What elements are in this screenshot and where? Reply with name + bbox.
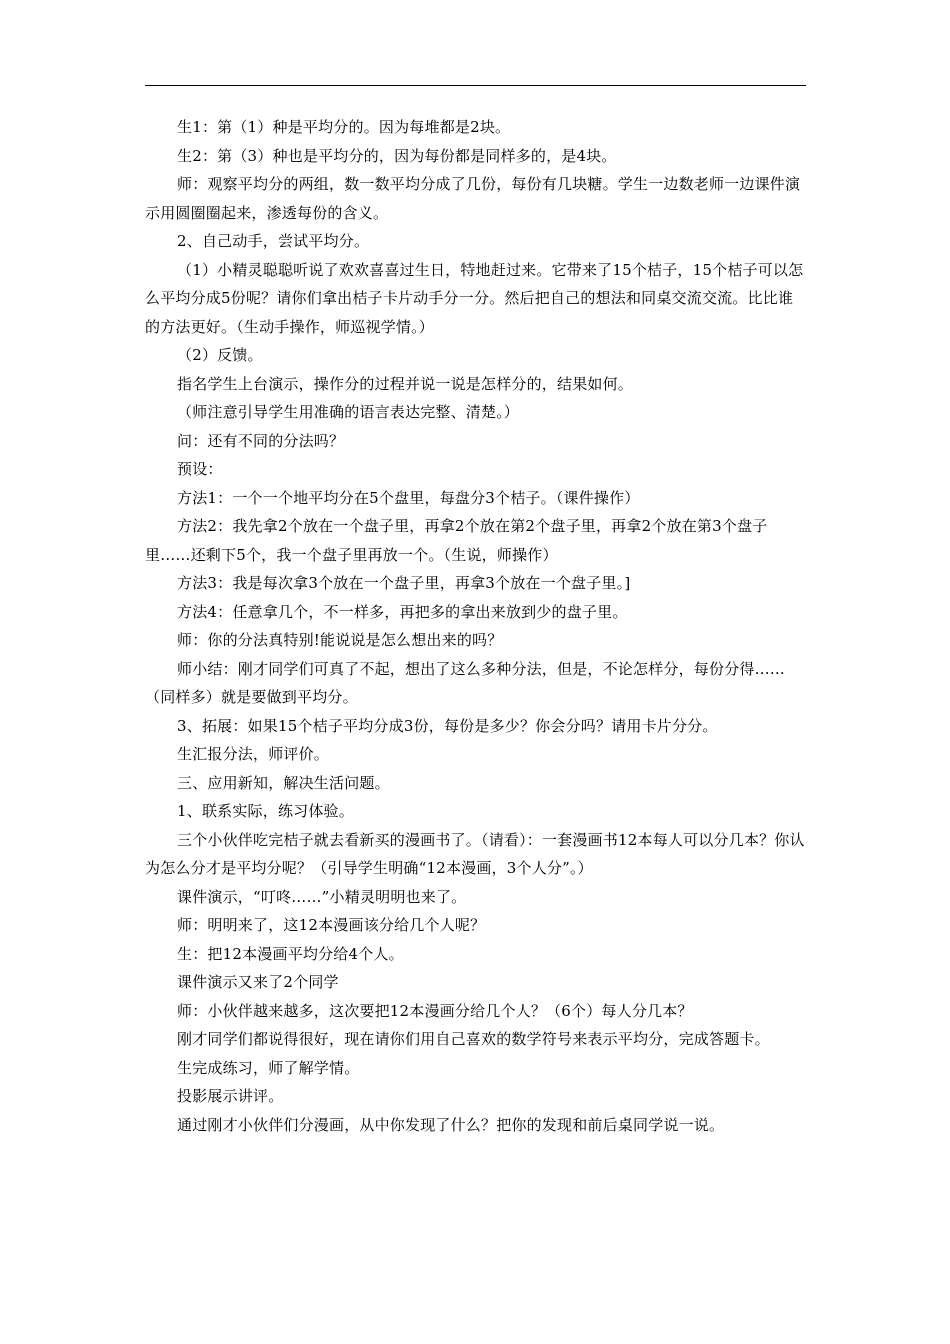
paragraph: 生完成练习，师了解学情。 — [177, 1058, 360, 1077]
paragraph: 三个小伙伴吃完桔子就去看新买的漫画书了。（请看）：一套漫画书12本每人可以分几本？你认为怎么分才是平均分呢？（引导学生明确“12本漫画，3个人分”。） — [145, 830, 805, 877]
paragraph: 课件演示又来了2个同学 — [177, 973, 339, 991]
paragraph: 师：观察平均分的两组，数一数平均分成了几份，每份有几块糖。学生一边数老师一边课件演示用圆圈圈起来，渗透每份的含义。 — [145, 175, 801, 222]
paragraph: 生1：第（1）种是平均分的。因为每堆都是2块。 — [177, 118, 511, 136]
paragraph: 预设： — [177, 460, 223, 478]
header-rule — [145, 85, 806, 86]
paragraph: 师：明明来了，这12本漫画该分给几个人呢？ — [177, 916, 486, 934]
paragraph: 刚才同学们都说得很好，现在请你们用自己喜欢的数学符号来表示平均分，完成答题卡。 — [177, 1030, 770, 1048]
paragraph: 方法2：我先拿2个放在一个盘子里，再拿2个放在第2个盘子里，再拿2个放在第3个盘子里……还剩下5个，我一个盘子里再放一个。（生说，师操作） — [145, 517, 768, 564]
paragraph: 1、联系实际，练习体验。 — [177, 802, 354, 820]
paragraph: （2）反馈。 — [177, 346, 263, 364]
paragraph: （师注意引导学生用准确的语言表达完整、清楚。） — [177, 403, 520, 421]
paragraph: 课件演示，“叮咚……”小精灵明明也来了。 — [177, 887, 467, 906]
paragraph: 师小结：刚才同学们可真了不起，想出了这么多种分法，但是，不论怎样分，每份分得……（同样多）就是要做到平均分。 — [145, 659, 786, 706]
document-body — [145, 113, 807, 1139]
paragraph: 3、拓展：如果15个桔子平均分成3份，每份是多少？你会分吗？请用卡片分分。 — [177, 716, 718, 735]
paragraph: 方法4：任意拿几个，不一样多，再把多的拿出来放到少的盘子里。 — [177, 602, 628, 621]
paragraph: 师：小伙伴越来越多，这次要把12本漫画分给几个人？（6个）每人分几本？ — [177, 1001, 693, 1020]
paragraph: 三、应用新知，解决生活问题。 — [177, 773, 390, 792]
paragraph: （1）小精灵聪聪听说了欢欢喜喜过生日，特地赶过来。它带来了15个桔子，15个桔子可以怎么平均分成5份呢？请你们拿出桔子卡片动手分一分。然后把自己的想法和同桌交流交流。比比谁的方法更好。（生动手操作，师巡视学情。） — [145, 260, 804, 336]
paragraph: 方法1：一个一个地平均分在5个盘里，每盘分3个桔子。（课件操作） — [177, 488, 640, 507]
paragraph: 师：你的分法真特别!能说说是怎么想出来的吗？ — [177, 631, 503, 649]
paragraph: 通过刚才小伙伴们分漫画，从中你发现了什么？把你的发现和前后桌同学说一说。 — [177, 1115, 725, 1134]
paragraph: 生汇报分法，师评价。 — [177, 745, 330, 763]
paragraph: 2、自己动手，尝试平均分。 — [177, 232, 370, 250]
paragraph: 投影展示讲评。 — [177, 1087, 284, 1105]
paragraph: 生2：第（3）种也是平均分的，因为每份都是同样多的，是4块。 — [177, 146, 617, 165]
paragraph: 指名学生上台演示，操作分的过程并说一说是怎样分的，结果如何。 — [177, 374, 634, 393]
paragraph: 问：还有不同的分法吗？ — [177, 431, 345, 450]
paragraph: 方法3：我是每次拿3个放在一个盘子里，再拿3个放在一个盘子里。] — [177, 574, 631, 592]
paragraph: 生：把12本漫画平均分给4个人。 — [177, 944, 404, 963]
